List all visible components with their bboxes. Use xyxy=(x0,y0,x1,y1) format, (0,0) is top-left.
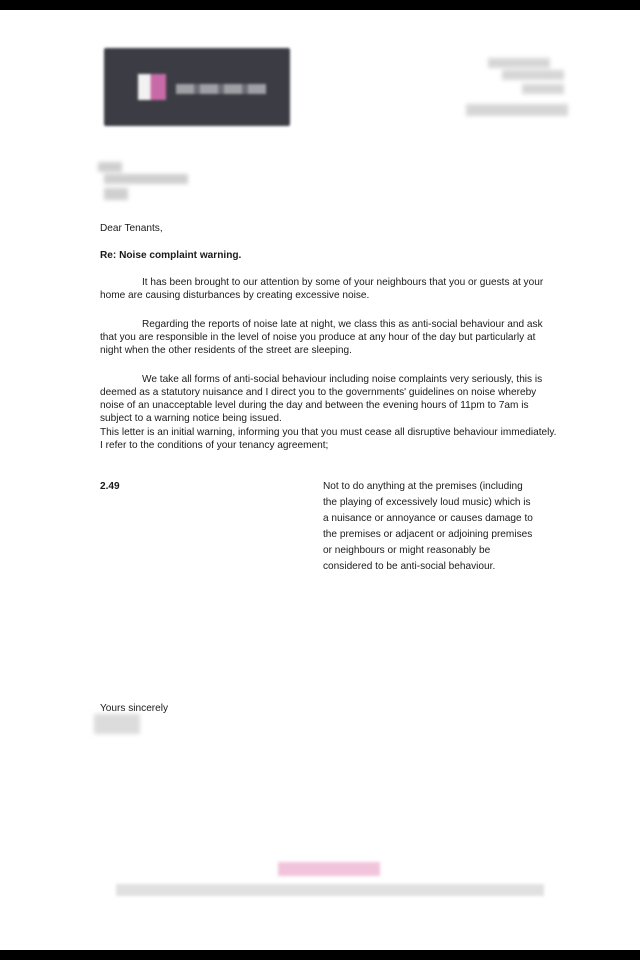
redacted-footer-highlight xyxy=(278,862,380,876)
clause-number: 2.49 xyxy=(100,481,120,492)
redacted-logo-wordmark xyxy=(176,84,266,94)
redacted-footer-text xyxy=(116,884,544,896)
redacted-recipient-address xyxy=(94,160,196,204)
redacted-logo-mark xyxy=(138,74,166,100)
bottom-black-bar xyxy=(0,950,640,960)
paragraph-3: We take all forms of anti-social behaviour including noise complaints very seriously, this is deemed as a statutory nuisance and I direct you to the governments' guidelines on noise whereby noise of an unacceptable level during the day and between the evening hours of 11pm to 7am is subject to a warning notice being issued. xyxy=(100,374,543,424)
redacted-signature xyxy=(94,714,140,734)
closing: Yours sincerely xyxy=(100,703,169,714)
redacted-logo xyxy=(104,48,290,126)
paragraph-1: It has been brought to our attention by some of your neighbours that you or guests at your home are causing disturbances by creating excessive noise. xyxy=(100,277,544,301)
top-black-bar xyxy=(0,0,640,10)
greeting: Dear Tenants, xyxy=(100,223,163,234)
clause-text: Not to do anything at the premises (including the playing of excessively loud music) which is a nuisance or annoyance or causes damage to the premises or adjacent or adjoining premises or neighbours or might reasonably be considered to be anti-social behaviour. xyxy=(323,481,533,572)
paragraph-2: Regarding the reports of noise late at night, we class this as anti-social behaviour and ask that you are responsible in the level of noise you produce at any hour of the day but particularly at night when the other residents of the street are sleeping. xyxy=(100,319,543,356)
paragraph-4: This letter is an initial warning, informing you that you must cease all disruptive behaviour immediately. I refer to the conditions of your tenancy agreement; xyxy=(100,427,557,451)
subject-line: Re: Noise complaint warning. xyxy=(100,250,242,261)
redacted-sender-address xyxy=(462,54,568,126)
